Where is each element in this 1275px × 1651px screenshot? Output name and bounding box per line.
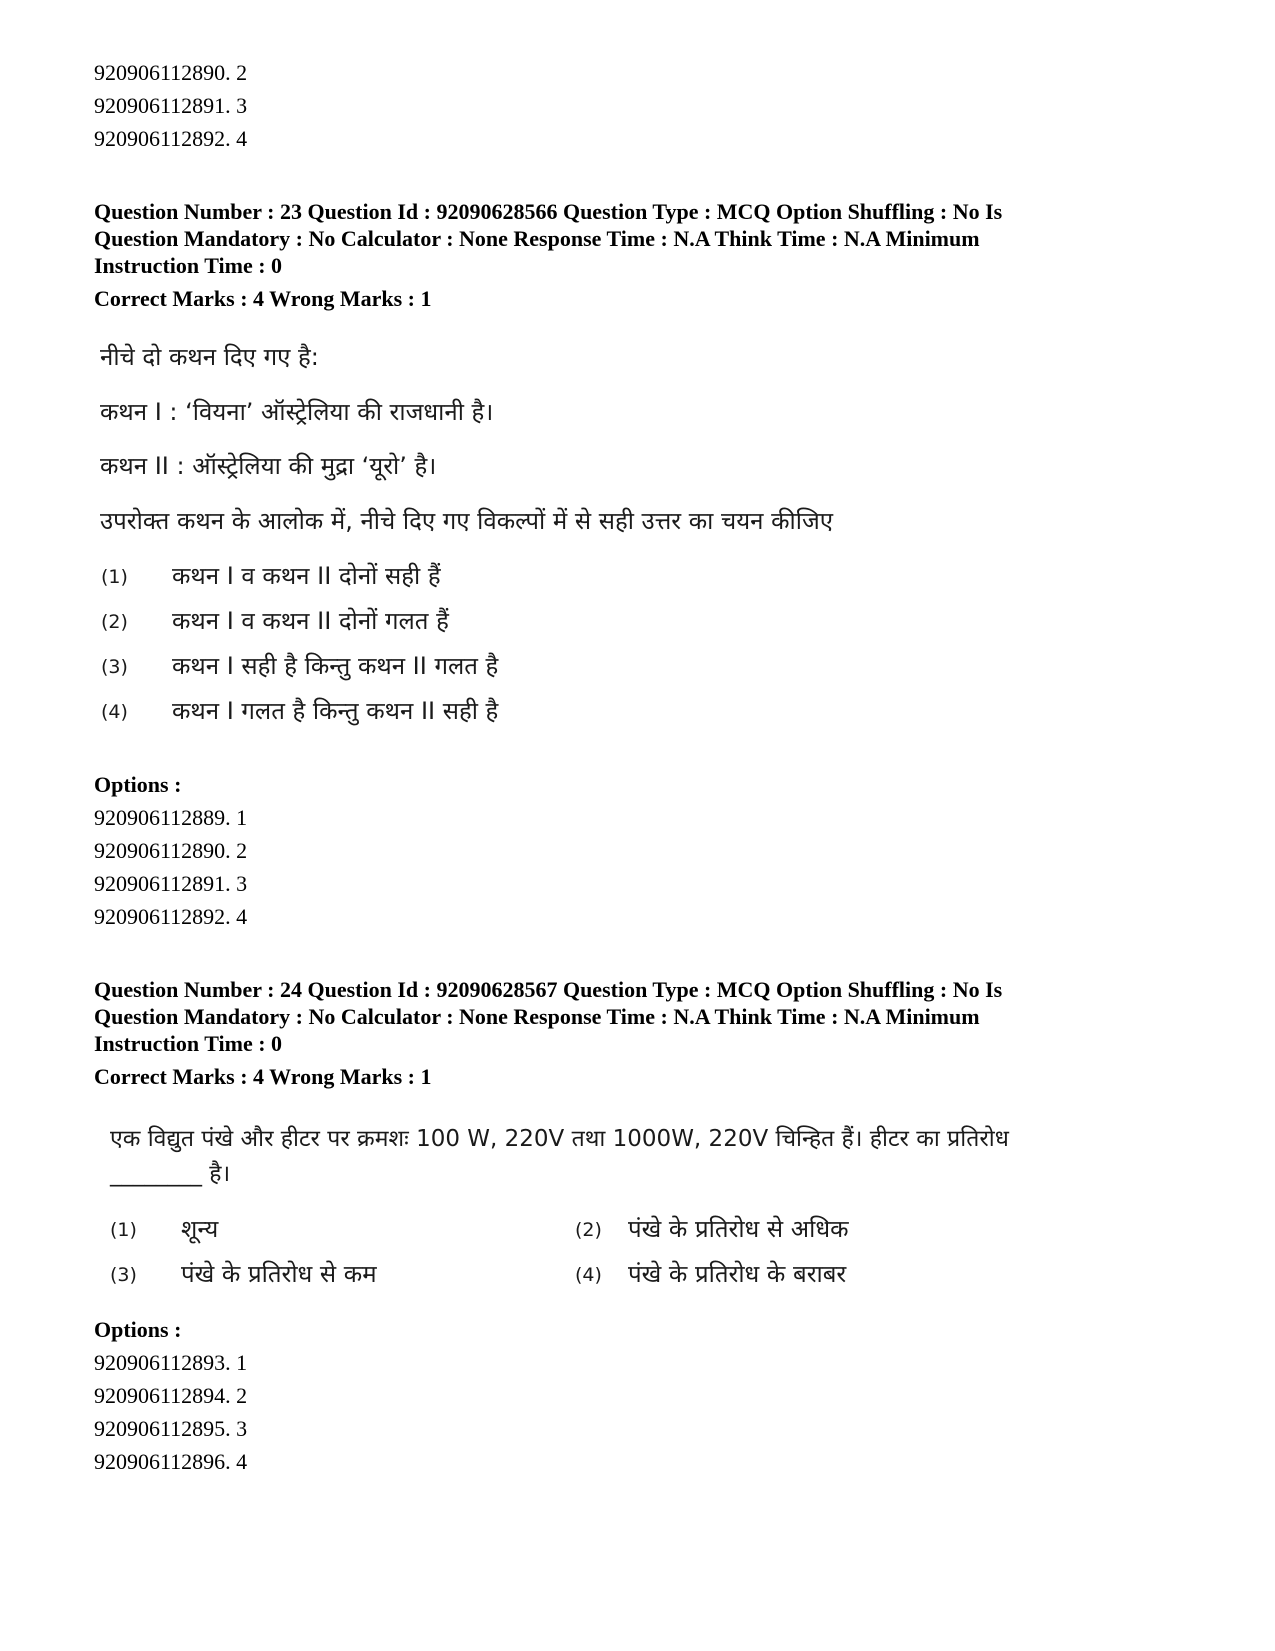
option-line: 920906112889. 1 bbox=[94, 805, 248, 830]
question-meta-line: Question Number : 24 Question Id : 92090628567 Question Type : MCQ Option Shuffling : No Is bbox=[94, 977, 1003, 1002]
question-meta-line: Question Number : 23 Question Id : 92090628566 Question Type : MCQ Option Shuffling : No Is bbox=[94, 199, 1003, 224]
option-line: 920906112895. 3 bbox=[94, 1416, 248, 1441]
statement-2: कथन II : ऑस्ट्रेलिया की मुद्रा ‘यूरो’ है। bbox=[100, 452, 437, 480]
marks-line: Correct Marks : 4 Wrong Marks : 1 bbox=[94, 286, 432, 311]
choice-text: कथन I व कथन II दोनों गलत हैं bbox=[172, 607, 449, 635]
option-line: 920906112891. 3 bbox=[94, 871, 248, 896]
choice-text: कथन I सही है किन्तु कथन II गलत है bbox=[172, 652, 499, 680]
option-line: 920906112890. 2 bbox=[94, 838, 248, 863]
choice-text: पंखे के प्रतिरोध से कम bbox=[181, 1260, 377, 1288]
question-text: एक विद्युत पंखे और हीटर पर क्रमशः 100 W, 220V तथा 1000W, 220V चिन्हित हैं। हीटर का प्रतिरोध bbox=[110, 1126, 1009, 1152]
statement-1: कथन I : ‘वियना’ ऑस्ट्रेलिया की राजधानी है। bbox=[100, 398, 494, 426]
choice-number: (1) bbox=[110, 1219, 137, 1241]
option-line: 920906112890. 2 bbox=[94, 60, 248, 85]
options-label: Options : bbox=[94, 772, 182, 797]
choice-number: (1) bbox=[101, 566, 128, 588]
option-line: 920906112892. 4 bbox=[94, 126, 248, 151]
choice-number: (4) bbox=[101, 701, 128, 723]
question-meta-line: Instruction Time : 0 bbox=[94, 1031, 283, 1056]
choice-text: कथन I व कथन II दोनों सही हैं bbox=[172, 562, 441, 590]
choice-number: (2) bbox=[101, 611, 128, 633]
question-intro: नीचे दो कथन दिए गए है: bbox=[100, 343, 319, 371]
choice-text: कथन I गलत है किन्तु कथन II सही है bbox=[172, 697, 499, 725]
option-line: 920906112894. 2 bbox=[94, 1383, 248, 1408]
choice-number: (2) bbox=[575, 1219, 602, 1241]
option-line: 920906112892. 4 bbox=[94, 904, 248, 929]
options-label: Options : bbox=[94, 1317, 182, 1342]
question-instruction: उपरोक्त कथन के आलोक में, नीचे दिए गए विकल्पों में से सही उत्तर का चयन कीजिए bbox=[100, 507, 834, 535]
question-meta-line: Instruction Time : 0 bbox=[94, 253, 283, 278]
option-line: 920906112896. 4 bbox=[94, 1449, 248, 1474]
option-line: 920906112893. 1 bbox=[94, 1350, 248, 1375]
choice-text: पंखे के प्रतिरोध के बराबर bbox=[628, 1260, 847, 1288]
choice-text: पंखे के प्रतिरोध से अधिक bbox=[628, 1215, 849, 1243]
choice-text: शून्य bbox=[181, 1215, 219, 1243]
question-meta-line: Question Mandatory : No Calculator : None Response Time : N.A Think Time : N.A Minimum bbox=[94, 1004, 980, 1029]
choice-number: (4) bbox=[575, 1264, 602, 1286]
question-meta-line: Question Mandatory : No Calculator : None Response Time : N.A Think Time : N.A Minimum bbox=[94, 226, 980, 251]
question-text: ________ है। bbox=[110, 1161, 231, 1187]
choice-number: (3) bbox=[110, 1264, 137, 1286]
option-line: 920906112891. 3 bbox=[94, 93, 248, 118]
choice-number: (3) bbox=[101, 656, 128, 678]
marks-line: Correct Marks : 4 Wrong Marks : 1 bbox=[94, 1064, 432, 1089]
